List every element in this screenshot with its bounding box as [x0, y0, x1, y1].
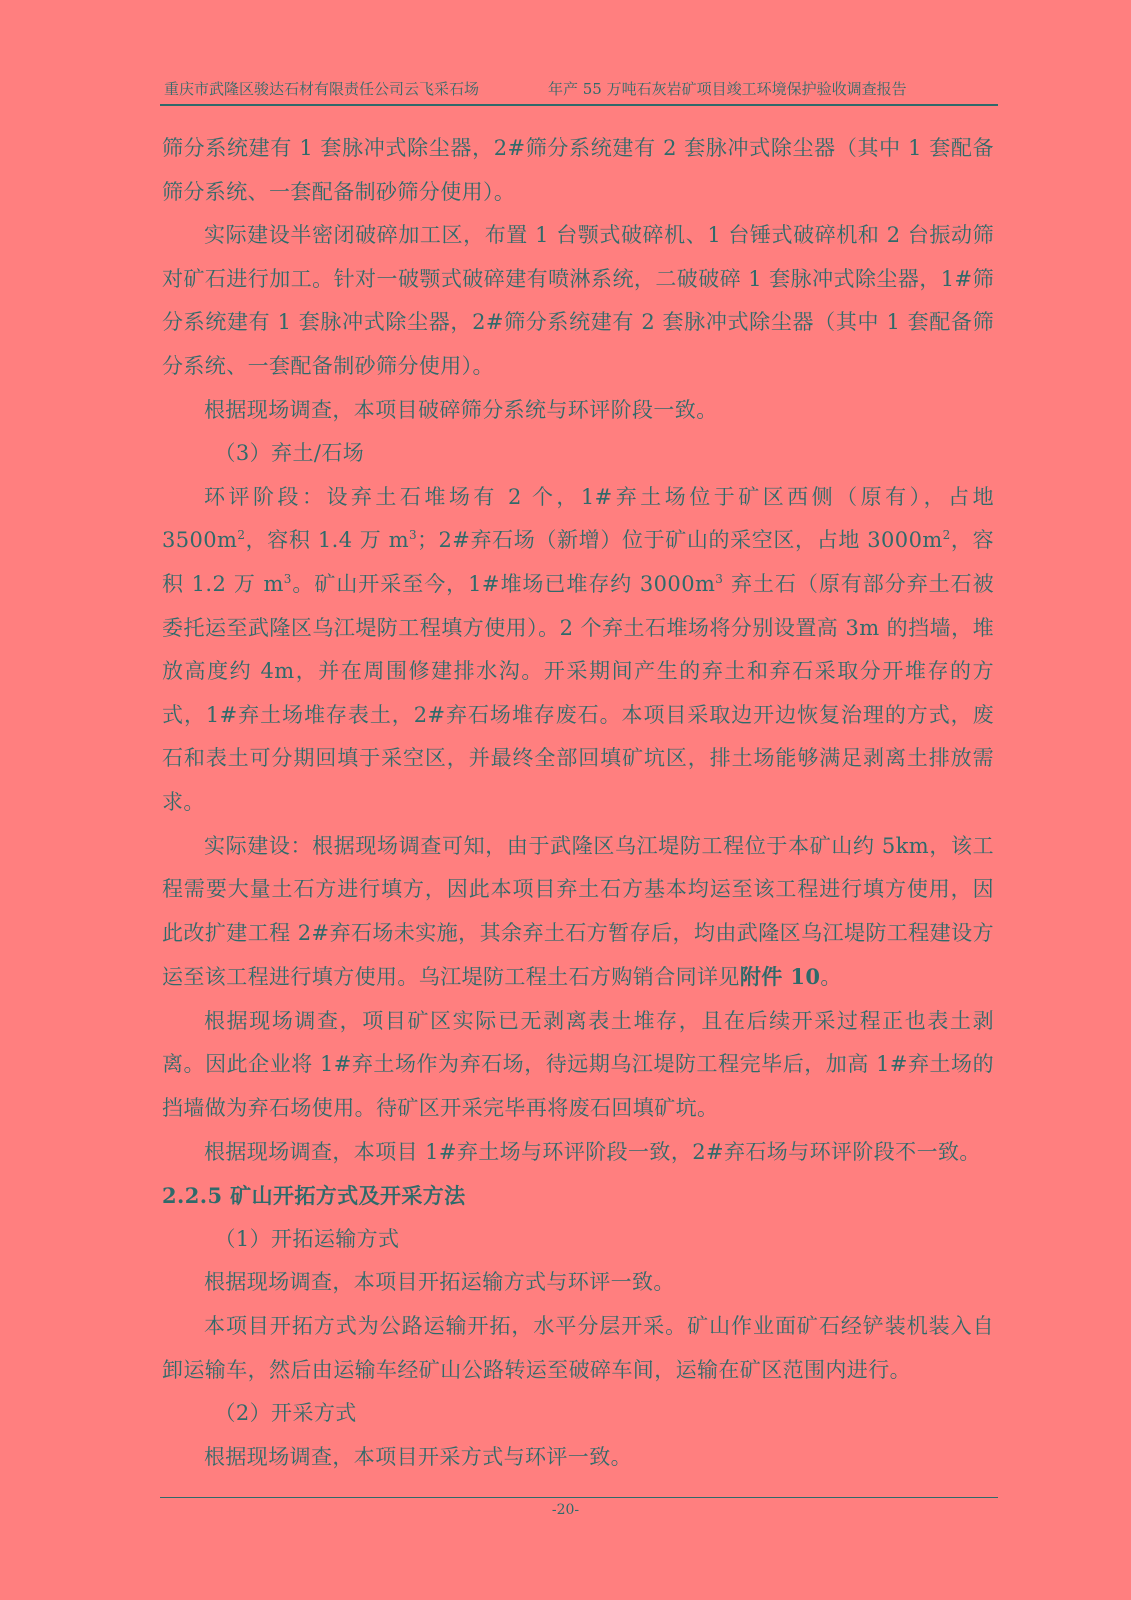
paragraph-transport-method: 本项目开拓方式为公路运输开拓，水平分层开采。矿山作业面矿石经铲装机装入自卸运输车，然后由运输车经矿山公路转运至破碎车间，运输在矿区范围内进行。 — [162, 1314, 994, 1382]
page-header — [160, 78, 998, 106]
section-heading-2-2-5: 2.2.5 矿山开拓方式及开采方法 — [162, 1183, 466, 1209]
subheading-waste-site: （3）弃土/石场 — [214, 441, 365, 466]
paragraph-eia-waste-site: 环评阶段：设弃土石堆场有 2 个，1#弃土场位于矿区西侧（原有），占地 $3500m^2$，容积 1.4 万 $m^3$；2#弃石场（新增）位于矿山的采空区，占地 $3000m^2$，容积 1.2 万 $m^3$。矿山开采至今，1#堆场已堆存约 $3000m^3$ 弃土石（原有部分弃土石被委托运至武隆区乌江堤防工程填方使用）。2 个弃土石堆场将分别设置高 3m 的挡墙，堆放高度约 4m，并在周围修建排水沟。开采期间产生的弃土和弃石采取分开堆存的方式，1#弃土场堆存表土，2#弃石场堆存废石。本项目采取边开边恢复治理的方式，废石和表土可分期回填于采空区，并最终全部回填矿坑区，排土场能够满足剥离土排放需求。 — [162, 484, 994, 814]
header-report-title: 年产 55 万吨石灰岩矿项目竣工环境保护验收调查报告 — [548, 80, 907, 98]
paragraph-actual-crushing: 实际建设半密闭破碎加工区，布置 1 台颚式破碎机、1 台锤式破碎机和 2 台振动筛对矿石进行加工。针对一破颚式破碎建有喷淋系统，二破破碎 1 套脉冲式除尘器，1#筛分系统建有 1 套脉冲式除尘器，2#筛分系统建有 2 套脉冲式除尘器（其中 1 套配备筛分系统、一套配备制砂筛分使用）。 — [162, 223, 994, 378]
paragraph-topsoil-status: 根据现场调查，项目矿区实际已无剥离表土堆存，且在后续开采过程正也表土剥离。因此企业将 1#弃土场作为弃石场，待远期乌江堤防工程完毕后，加高 1#弃土场的挡墙做为弃石场使用。待矿区开采完毕再将废石回填矿坑。 — [162, 1008, 994, 1121]
subheading-mining-method: （2）开采方式 — [214, 1401, 357, 1426]
page-number: -20- — [551, 1502, 580, 1518]
paragraph-crushing-conclusion: 根据现场调查，本项目破碎筛分系统与环评阶段一致。 — [204, 397, 718, 422]
paragraph-mining-conclusion: 根据现场调查，本项目开采方式与环评一致。 — [204, 1444, 632, 1469]
header-company: 重庆市武隆区骏达石材有限责任公司云飞采石场 — [164, 80, 480, 98]
document-body — [162, 127, 994, 1479]
paragraph-actual-waste-site: 实际建设：根据现场调查可知，由于武隆区乌江堤防工程位于本矿山约 5km，该工程需要大量土石方进行填方，因此本项目弃土石方基本均运至该工程进行填方使用，因此改扩建工程 2#弃石场未实施，其余弃土石方暂存后，均由武隆区乌江堤防工程建设方运至该工程进行填方使用。乌江堤防工程土石方购销合同详见附件 10。 — [162, 833, 994, 990]
paragraph-screening-continued: 筛分系统建有 1 套脉冲式除尘器，2#筛分系统建有 2 套脉冲式除尘器（其中 1 套配备筛分系统、一套配备制砂筛分使用）。 — [162, 136, 994, 204]
footer-divider — [160, 1497, 998, 1498]
subheading-transport: （1）开拓运输方式 — [214, 1226, 400, 1251]
paragraph-waste-conclusion: 根据现场调查，本项目 1#弃土场与环评阶段一致，2#弃石场与环评阶段不一致。 — [204, 1139, 981, 1164]
paragraph-transport-conclusion: 根据现场调查，本项目开拓运输方式与环评一致。 — [204, 1270, 675, 1295]
appendix-reference: 附件 10 — [739, 964, 821, 990]
